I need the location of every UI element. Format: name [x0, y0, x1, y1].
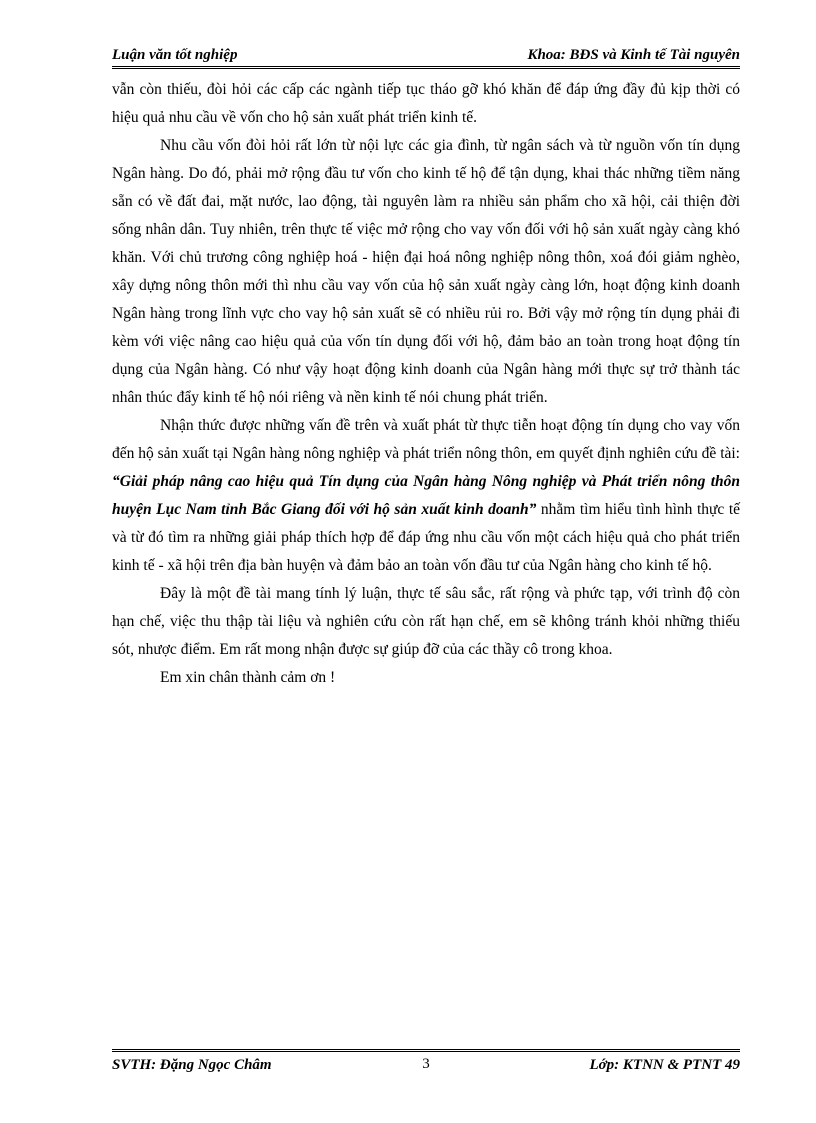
page-number: 3 [422, 1056, 430, 1072]
paragraph-3 [112, 412, 740, 580]
body-text [112, 76, 740, 692]
paragraph-2: Nhu cầu vốn đòi hỏi rất lớn từ nội lực các gia đình, từ ngân sách và từ nguồn vốn tín dụng Ngân hàng. Do đó, phải mở rộng đầu tư vốn cho kinh tế hộ để tận dụng, khai thác những tiềm năng sẵn có về đất đai, mặt nước, lao động, tài nguyên làm ra nhiều sản phẩm cho xã hội, cải thiện đời sống nhân dân. Tuy nhiên, trên thực tế việc mở rộng cho vay vốn đối với hộ sản xuất ngày càng khó khăn. Với chủ trương công nghiệp hoá - hiện đại hoá nông nghiệp nông thôn, xoá đói giảm nghèo, xây dựng nông thôn mới thì nhu cầu vay vốn của hộ sản xuất ngày càng lớn, hoạt động kinh doanh Ngân hàng trong lĩnh vực cho vay hộ sản xuất sẽ có nhiều rủi ro. Bởi vậy mở rộng tín dụng phải đi kèm với việc nâng cao hiệu quả của vốn tín dụng đối với hộ, đảm bảo an toàn trong hoạt động tín dụng của Ngân hàng. Có như vậy hoạt động kinh doanh của Ngân hàng mới thực sự trở thành tác nhân thúc đẩy kinh tế hộ nói riêng và nền kinh tế nói chung phát triển. [112, 137, 740, 406]
header-right-faculty: Khoa: BĐS và Kinh tế Tài nguyên [527, 47, 740, 63]
paragraph-3-end: nhằm tìm hiểu tình hình thực tế và từ đó tìm ra những giải pháp thích hợp để đáp ứng nhu cầu vốn một cách hiệu quả cho phát triển kinh tế - xã hội trên địa bàn huyện và đảm bảo an toàn vốn đầu tư của Ngân hàng cho kinh tế hộ. [112, 501, 741, 574]
footer-class-name: Lớp: KTNN & PTNT 49 [589, 1056, 740, 1073]
paragraph-4: Đây là một đề tài mang tính lý luận, thực tế sâu sắc, rất rộng và phức tạp, với trình độ còn hạn chế, việc thu thập tài liệu và nghiên cứu còn rất hạn chế, em sẽ không tránh khỏi những thiếu sót, nhược điểm. Em rất mong nhận được sự giúp đỡ của các thầy cô trong khoa. [112, 585, 740, 658]
paragraph-5-thanks: Em xin chân thành cảm ơn ! [160, 669, 336, 686]
page-footer [112, 1049, 740, 1078]
thesis-topic-title: “Giải pháp nâng cao hiệu quả Tín dụng của Ngân hàng Nông nghiệp và Phát triển nông thôn huyện Lục Nam tỉnh Bắc Giang đối với hộ sản xuất kinh doanh” [112, 473, 740, 518]
paragraph-3-start: Nhận thức được những vấn đề trên và xuất phát từ thực tiễn hoạt động tín dụng cho vay vốn đến hộ sản xuất tại Ngân hàng nông nghiệp và phát triển nông thôn, em quyết định nghiên cứu đề tài: [112, 417, 740, 462]
footer-student-name: SVTH: Đặng Ngọc Châm [112, 1056, 272, 1073]
header-left-title: Luận văn tốt nghiệp [112, 47, 238, 63]
page-header [112, 40, 740, 69]
paragraph-1: vẫn còn thiếu, đòi hỏi các cấp các ngành tiếp tục tháo gỡ khó khăn để đáp ứng đầy đủ kịp thời có hiệu quả nhu cầu về vốn cho hộ sản xuất phát triển kinh tế. [112, 81, 740, 126]
